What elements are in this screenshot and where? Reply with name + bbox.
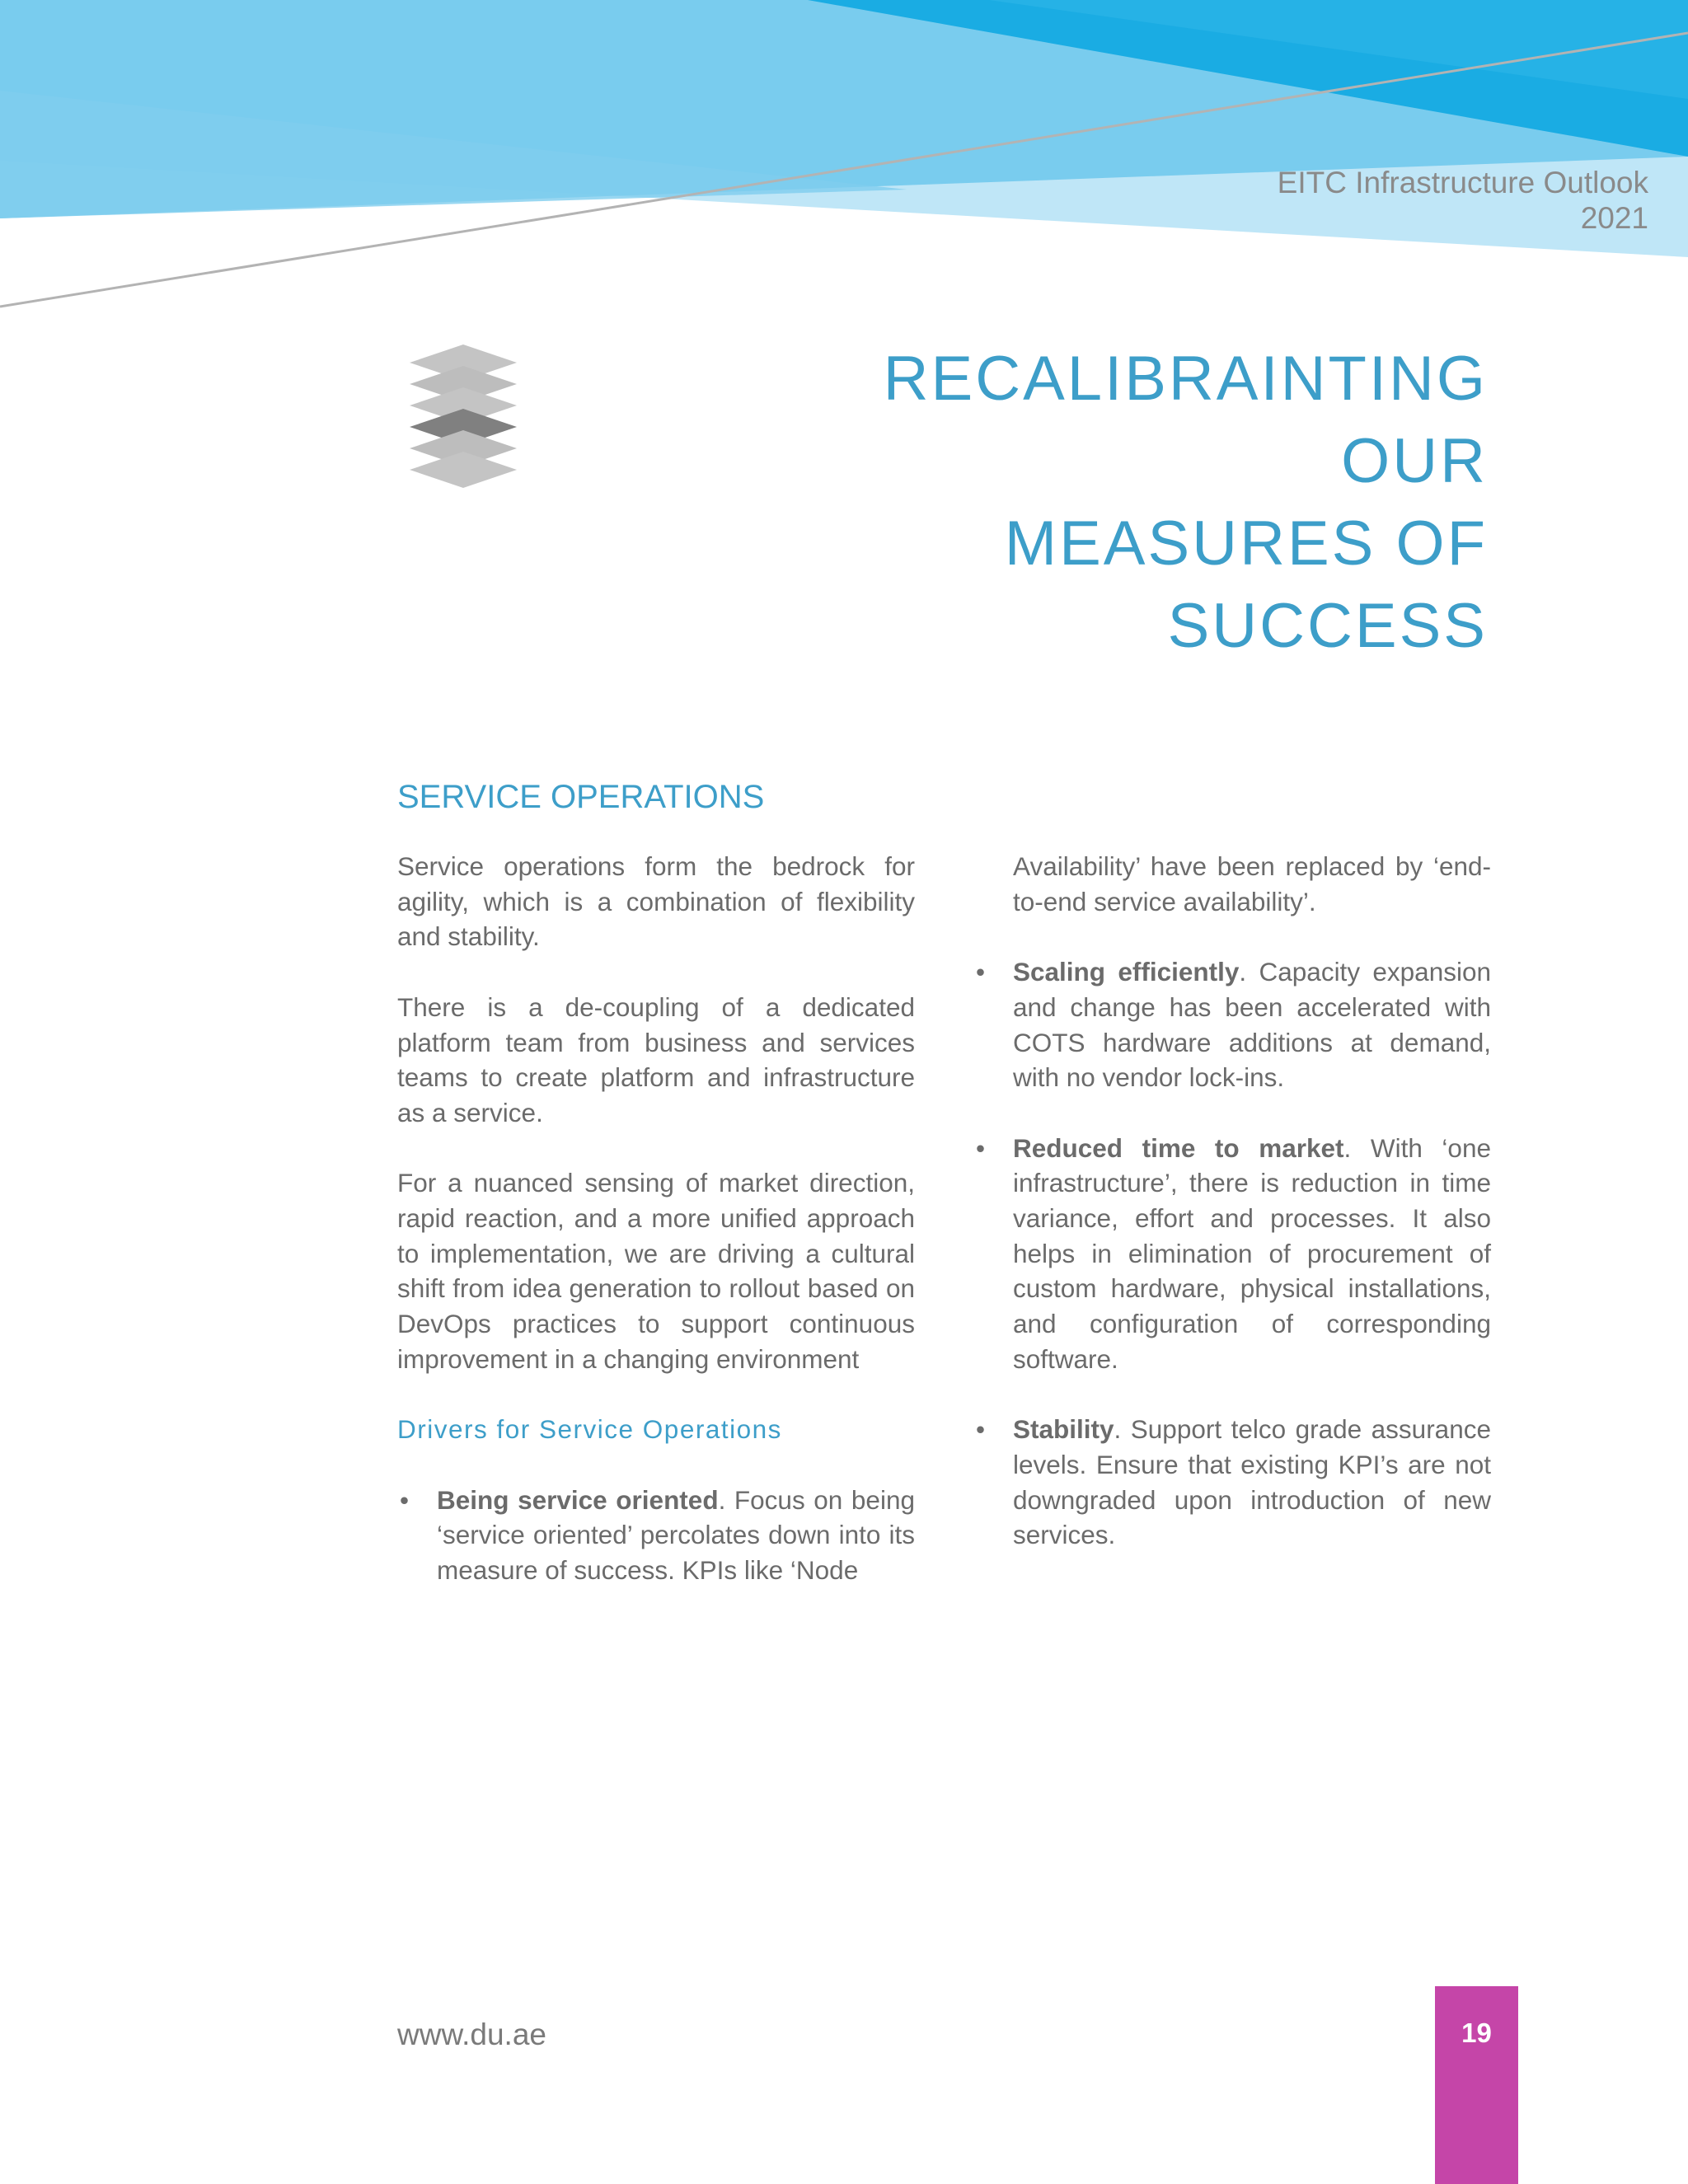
bullet-item [973,1412,1491,1553]
paragraph: For a nuanced sensing of market direction, rapid reaction, and a more unified approach to implementation, we are driving a cultural shift from idea generation to rollout based on DevOps practices to support continuous improvement in a changing environment [397,1168,915,1374]
bullet-item [973,954,1491,1095]
bullet-bold: Scaling efficiently [1013,957,1240,987]
right-column [973,849,1491,1588]
bullet-bold: Being service oriented [437,1484,719,1515]
page-number-badge [1435,1986,1518,2184]
paragraph: Service operations form the bedrock for agility, which is a combination of flexibility and stability. [397,851,915,952]
left-column [397,849,915,1623]
layers-stack-icon [406,344,521,501]
bullet-dot-icon: • [976,957,986,987]
bullet-item [973,1131,1491,1377]
bullet-dot-icon: • [400,1484,410,1515]
paragraph: There is a de-coupling of a dedicated platform team from business and services teams to create platform and infrastructure as a service. [397,991,915,1127]
page-title-line2: MEASURES OF SUCCESS [1004,509,1488,661]
bullet-item [397,1483,915,1588]
page-title [725,338,1488,668]
bullet-text: . Capacity expansion and change has been accelerated with COTS hardware additions at demand, with no vendor lock-ins. [1013,957,1492,1093]
bullet-bold: Stability [1013,1414,1114,1445]
bullet-dot-icon: • [976,1132,986,1163]
bullet-text: . Support telco grade assurance levels. Ensure that existing KPI’s are not downgraded upon introduction of new services. [1013,1414,1491,1550]
report-header-title [1071,165,1648,236]
bullet-dot-icon: • [976,1414,986,1445]
report-title-line1: EITC Infrastructure Outlook [1277,166,1648,199]
bullet-bold: Reduced time to market [1013,1132,1344,1163]
header-banner [0,0,1688,321]
page-number: 19 [1461,2018,1492,2048]
section-heading: SERVICE OPERATIONS [397,779,765,815]
footer-website-link[interactable]: www.du.ae [397,2018,546,2051]
subheading: Drivers for Service Operations [397,1414,782,1445]
report-title-line2: 2021 [1580,201,1648,235]
page-title-line1: RECALIBRAINTING OUR [883,344,1488,496]
bullet-text: . Focus on being ‘service oriented’ percolates down into its measure of success. KPIs like ‘Node [437,1484,915,1585]
bullet-continuation: Availability’ have been replaced by ‘end-to-end service availability’. [1013,851,1491,916]
bullet-text: . With ‘one infrastructure’, there is reduction in time variance, effort and processes. It also helps in elimination of procurement of custom hardware, physical installations, and configuration of corresponding software. [1013,1132,1491,1374]
